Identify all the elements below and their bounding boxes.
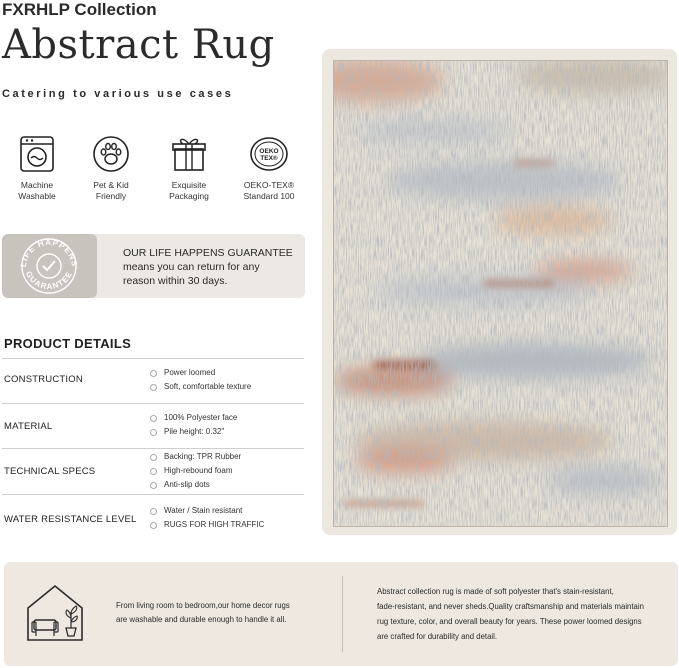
- detail-values: [150, 450, 241, 492]
- guarantee-seal-icon: [2, 234, 97, 298]
- feature-label-line1: Machine: [20, 180, 54, 190]
- feature-label-line1: Pet & Kid: [93, 180, 129, 190]
- detail-row-construction: [2, 358, 304, 403]
- paw-icon: [91, 134, 131, 174]
- svg-text:GUARANTEE: [24, 270, 75, 291]
- feature-label-line1: OEKO-TEX®: [243, 180, 295, 190]
- feature-label-line2: Standard 100: [243, 191, 295, 201]
- bottom-right-line3: rug texture, color, and overall beauty for years. These power loomed designs: [377, 617, 642, 626]
- guarantee-line1: OUR LIFE HAPPENS GUARANTEE: [123, 247, 293, 259]
- guarantee-badge: [2, 234, 97, 298]
- washing-machine-icon: [17, 134, 57, 174]
- detail-value: 100% Polyester face: [150, 411, 237, 425]
- guarantee-line3: reason within 30 days.: [123, 275, 228, 287]
- bottom-divider: [342, 576, 343, 652]
- gift-box-icon: [169, 134, 209, 174]
- bottom-right-line2: fade-resistant, and never sheds.Quality craftsmanship and materials maintain: [377, 602, 644, 611]
- detail-row-water-resistance: [2, 494, 304, 539]
- feature-oeko-tex: [230, 134, 308, 202]
- bottom-banner: [4, 562, 678, 666]
- feature-pet-kid-friendly: [72, 134, 150, 202]
- guarantee-text: [123, 246, 303, 288]
- feature-label-line2: Washable: [18, 191, 56, 201]
- detail-key: WATER RESISTANCE LEVEL: [4, 514, 137, 525]
- bottom-right-line1: Abstract collection rug is made of soft polyester that's stain-resistant,: [377, 587, 614, 596]
- bottom-left-text: [116, 599, 330, 627]
- guarantee-line2: means you can return for any: [123, 261, 260, 273]
- detail-row-material: [2, 403, 304, 448]
- guarantee-panel: [2, 234, 305, 298]
- detail-values: [150, 411, 237, 439]
- bottom-right-line4: are crafted for durability and detail.: [377, 632, 498, 641]
- detail-key: TECHNICAL SPECS: [4, 466, 96, 477]
- detail-value: Anti-slip dots: [150, 478, 241, 492]
- detail-values: [150, 504, 264, 532]
- feature-exquisite-packaging: [150, 134, 228, 202]
- detail-key: CONSTRUCTION: [4, 374, 83, 385]
- detail-value: High-rebound foam: [150, 464, 241, 478]
- feature-label-line1: Exquisite: [171, 180, 207, 190]
- feature-machine-washable: [0, 134, 76, 202]
- rug-image: [333, 60, 668, 527]
- svg-text:LIFE HAPPENS: [19, 238, 79, 268]
- guarantee-badge-bottom: GUARANTEE: [23, 269, 75, 292]
- detail-value: RUGS FOR HIGH TRAFFIC: [150, 518, 264, 532]
- product-details-title: PRODUCT DETAILS: [4, 336, 132, 351]
- feature-label-line2: Friendly: [95, 191, 127, 201]
- product-details-table: [2, 358, 304, 539]
- detail-value: Power loomed: [150, 366, 251, 380]
- detail-value: Soft, comfortable texture: [150, 380, 251, 394]
- feature-list: [0, 134, 300, 214]
- bottom-right-text: [377, 584, 667, 644]
- detail-value: Water / Stain resistant: [150, 504, 264, 518]
- guarantee-badge-top: LIFE HAPPENS: [18, 237, 80, 268]
- bottom-left-line2: are washable and durable enough to handle it all.: [116, 615, 287, 624]
- oeko-tex-icon: [249, 134, 289, 174]
- detail-value: Backing: TPR Rubber: [150, 450, 241, 464]
- detail-row-technical-specs: [2, 448, 304, 494]
- brand-name: FXRHLP Collection: [2, 0, 157, 19]
- tagline: Catering to various use cases: [2, 88, 234, 100]
- bottom-left-line1: From living room to bedroom,our home decor rugs: [116, 601, 290, 610]
- oeko-badge-text-1: OEKO: [259, 148, 279, 155]
- home-decor-icon: [24, 582, 86, 644]
- feature-label-line2: Packaging: [169, 191, 209, 201]
- detail-value: Pile height: 0.32": [150, 425, 237, 439]
- oeko-badge-text-2: TEX®: [260, 155, 278, 162]
- product-title: Abstract Rug: [2, 22, 275, 68]
- detail-values: [150, 366, 251, 394]
- detail-key: MATERIAL: [4, 421, 53, 432]
- rug-pattern: [334, 61, 667, 526]
